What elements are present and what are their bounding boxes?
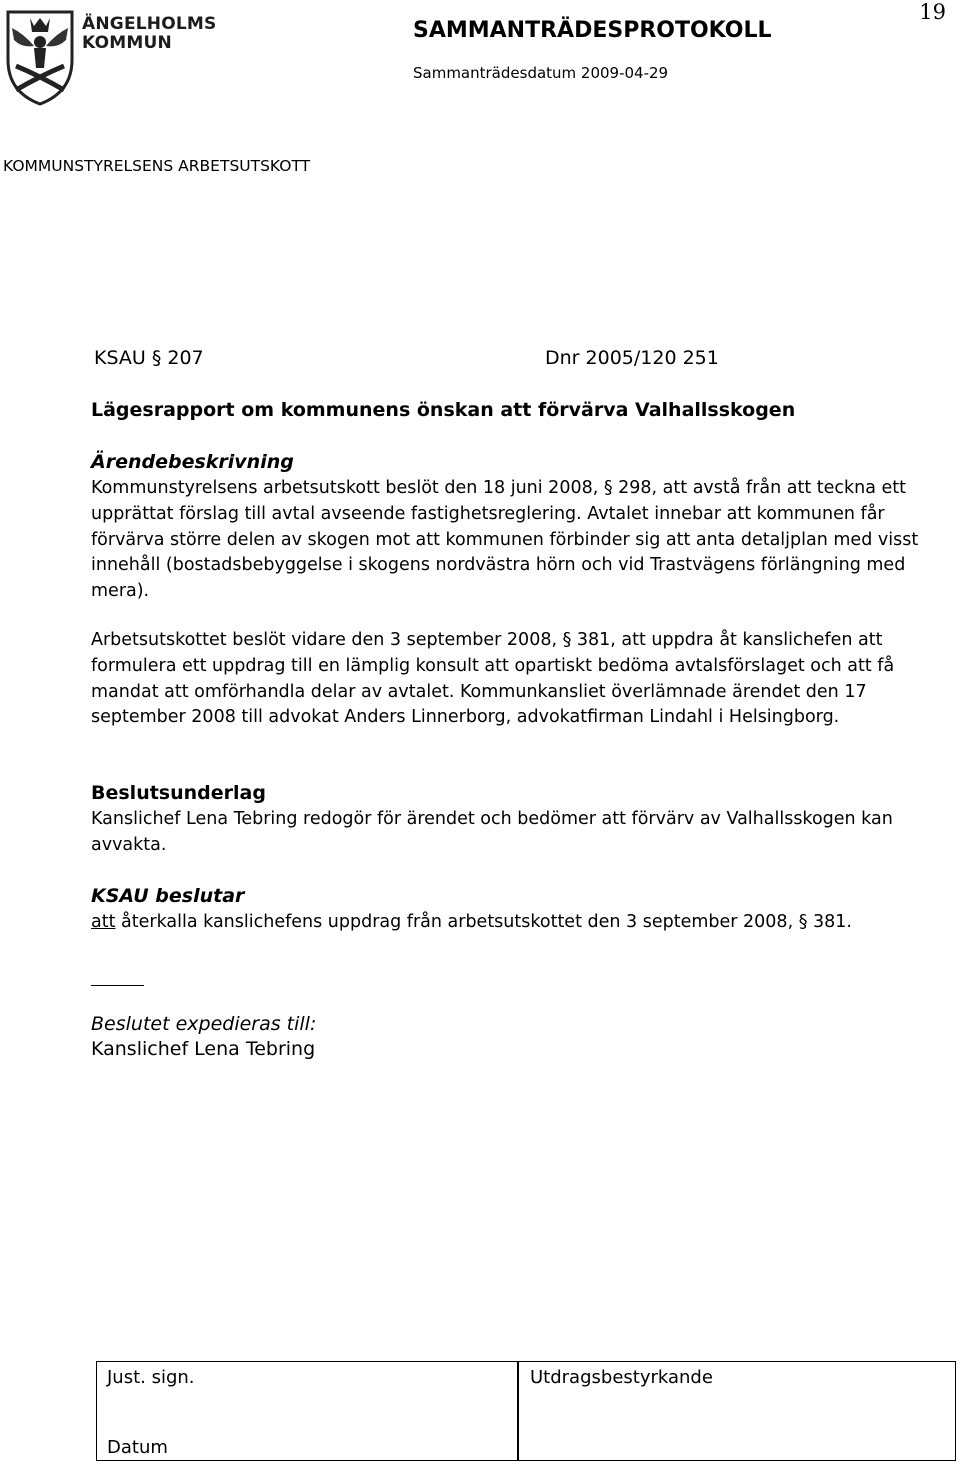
decision-body: återkalla kanslichefens uppdrag från arbetsutskottet den 3 september 2008, § 381. <box>115 912 852 932</box>
organization-name-line1: ÄNGELHOLMS <box>82 14 217 34</box>
just-sign-label: Just. sign. <box>107 1367 195 1388</box>
signature-table <box>96 1361 956 1461</box>
organization-name <box>82 15 216 53</box>
basis-heading: Beslutsunderlag <box>91 782 266 804</box>
description-paragraph-2: Arbetsutskottet beslöt vidare den 3 september 2008, § 381, att uppdra åt kanslichefen att formulera ett uppdrag till en lämplig konsult att opartiskt bedöma avtalsförslaget och att få mandat att omförhandla delar av avtalet. Kommunkansliet överlämnade ärendet den 17 september 2008 till advokat Anders Linnerborg, advokatfirman Lindahl i Helsingborg. <box>91 630 895 728</box>
document-title: SAMMANTRÄDESPROTOKOLL <box>413 18 772 43</box>
description-paragraph-1: Kommunstyrelsens arbetsutskott beslöt den 18 juni 2008, § 298, att avstå från att teckna ett upprättat förslag till avtal avseende fastighetsreglering. Avtalet innebar att kommunen får förvärva större delen av skogen mot att kommunen förbinder sig att anta detaljplan med visst innehåll (bostadsbebyggelse i skogens nordvästra hörn och vid Trastvägens förlängning med mera). <box>91 478 919 602</box>
meeting-date: Sammanträdesdatum 2009-04-29 <box>413 64 669 82</box>
municipal-coat-of-arms-logo <box>4 4 76 108</box>
decision-att: att <box>91 912 116 932</box>
basis-text: Kanslichef Lena Tebring redogör för ärendet och bedömer att förvärv av Valhallsskogen kan avvakta. <box>91 809 893 855</box>
page-number: 19 <box>919 0 946 24</box>
description-heading: Ärendebeskrivning <box>91 451 294 473</box>
decision-heading: KSAU beslutar <box>91 885 245 907</box>
case-paragraph-id: KSAU § 207 <box>94 347 204 369</box>
datum-label: Datum <box>107 1437 168 1458</box>
organization-name-line2: KOMMUN <box>82 33 172 53</box>
extract-certification-label: Utdragsbestyrkande <box>530 1367 713 1388</box>
committee-name: KOMMUNSTYRELSENS ARBETSUTSKOTT <box>3 157 311 175</box>
distribution-heading: Beslutet expedieras till: <box>91 1013 317 1035</box>
distribution-recipient: Kanslichef Lena Tebring <box>91 1038 316 1060</box>
separator-rule <box>91 985 144 986</box>
case-title: Lägesrapport om kommunens önskan att förvärva Valhallsskogen <box>91 399 796 421</box>
signature-table-divider <box>517 1362 519 1460</box>
decision-text <box>91 910 951 936</box>
registration-number: Dnr 2005/120 251 <box>545 347 719 369</box>
